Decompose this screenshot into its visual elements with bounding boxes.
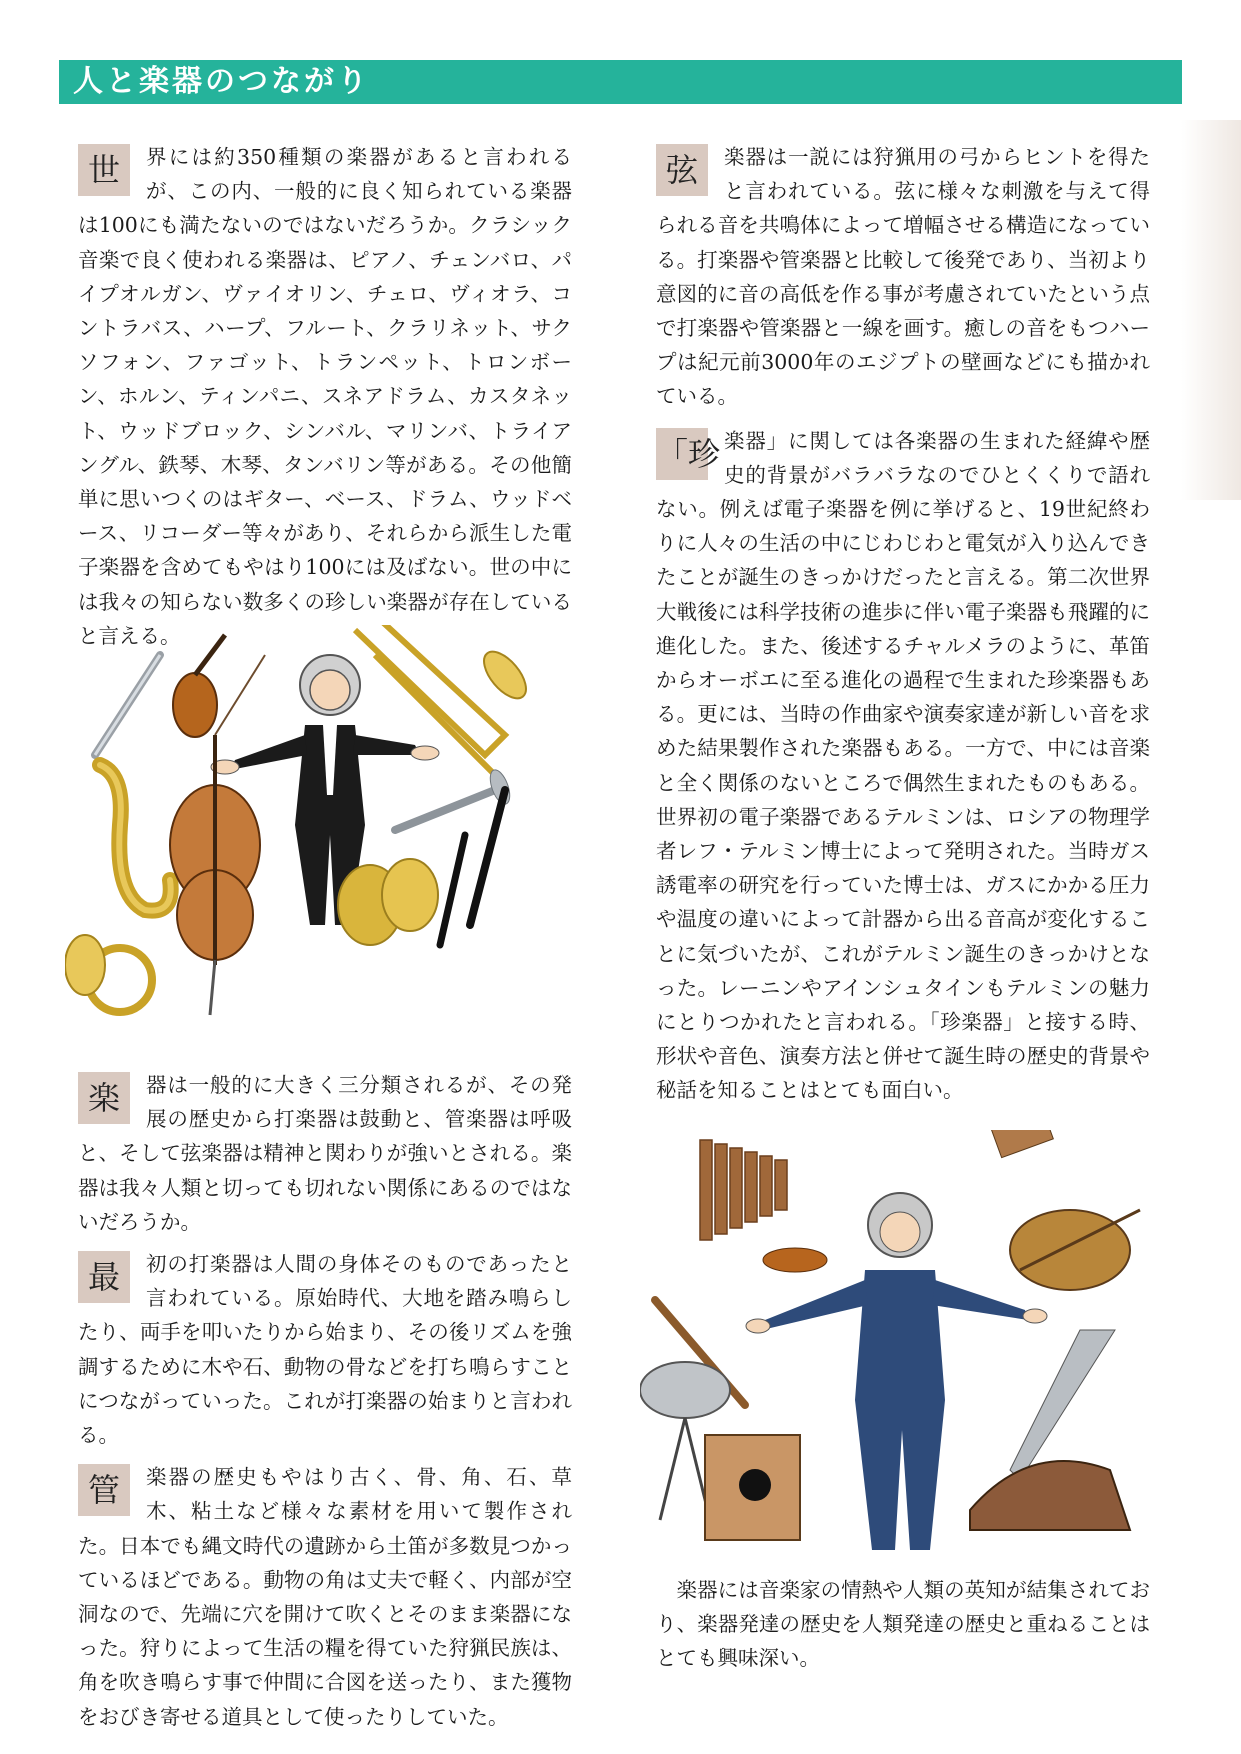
paragraph-text: 楽器は一説には狩猟用の弓からヒントを得たと言われている。弦に様々な刺激を与えて得られる音を共鳴体によって増幅させる構造になっている。打楽器や管楽器と比較して後発であり、当初より意図的に音の高低を作る事が考慮されていたという点で打楽器や管楽器と一線を画す。癒しの音をもつハープは紀元前3000年のエジプトの壁画などにも描かれている。	[656, 145, 1150, 409]
violin-icon	[173, 635, 265, 737]
title-banner	[59, 60, 1182, 104]
orchestra-instruments-illustration	[65, 625, 565, 1045]
dropcap: 楽	[78, 1072, 130, 1124]
cymbals-icon	[338, 859, 438, 945]
paragraph-text: 界には約350種類の楽器があると言われるが、この内、一般的に良く知られている楽器は100にも満たないのではないだろうか。クラシック音楽で良く使われる楽器は、ピアノ、チェンバロ、パイプオルガン、ヴァイオリン、チェロ、ヴィオラ、コントラバス、ハープ、フルート、クラリネット、サクソフォン、ファゴット、トランペット、トロンボーン、ホルン、ティンパニ、スネアドラム、カスタネット、ウッドブロック、シンバル、マリンバ、トライアングル、鉄琴、木琴、タンバリン等がある。その他簡単に思いつくのはギター、ベース、ドラム、ウッドベース、リコーダー等々があり、それらから派生した電子楽器を含めてもやはり100には及ばない。世の中には我々の知らない数多くの珍しい楽器が存在していると言える。	[78, 145, 572, 648]
paragraph-rare-instruments	[656, 424, 1150, 1108]
cajon-icon	[705, 1435, 800, 1540]
oboe-icon	[470, 790, 505, 925]
hurdy-gurdy-icon	[1010, 1210, 1140, 1290]
ratchet-icon	[991, 1130, 1053, 1158]
paragraph-text: 楽器」に関しては各楽器の生まれた経緯や歴史的背景がバラバラなのでひとくくりで語れない。例えば電子楽器を例に挙げると、19世紀終わりに人々の生活の中にじわじわと電気が入り込んできたことが誕生のきっかけだったと言える。第二次世界大戦後には科学技術の進歩に伴い電子楽器も飛躍的に進化した。また、後述するチャルメラのように、革笛からオーボエに至る進化の過程で生まれた珍楽器もある。更には、当時の作曲家や演奏家達が新しい音を求めた結果製作された楽器もある。一方で、中には音楽と全く関係のないところで偶然生まれたものもある。世界初の電子楽器であるテルミンは、ロシアの物理学者レフ・テルミン博士によって発明された。当時ガス誘電率の研究を行っていた博士は、ガスにかかる圧力や温度の違いによって計器から出る音高が変化することに気づいたが、これがテルミン誕生のきっかけとなった。レーニンやアインシュタインもテルミンの魅力にとりつかれたと言われる。「珍楽器」と接する時、形状や音色、演奏方法と併せて誕生時の歴史的背景や秘話を知ることはとても面白い。	[656, 428, 1150, 1103]
left-column-top	[78, 140, 572, 653]
page-edge-shadow	[1181, 120, 1241, 500]
zither-icon	[970, 1461, 1130, 1530]
clarinet-icon	[440, 835, 465, 945]
paragraph-percussion	[78, 1247, 572, 1452]
ocarina-icon	[763, 1248, 827, 1272]
left-column-bottom	[78, 1068, 572, 1734]
paragraph-text: 器は一般的に大きく三分類されるが、その発展の歴史から打楽器は鼓動と、管楽器は呼吸と、そして弦楽器は精神と関わりが強いとされる。楽器は我々人類と切っても切れない関係にあるのではないだろうか。	[78, 1073, 572, 1234]
pan-flute-icon	[700, 1140, 787, 1240]
paragraph-wind	[78, 1460, 572, 1734]
flute-icon	[95, 655, 160, 755]
dropcap: 最	[78, 1251, 130, 1303]
paragraph-instruments	[78, 1068, 572, 1239]
paragraph-text: 楽器の歴史もやはり古く、骨、角、石、草木、粘土など様々な素材を用いて製作された。日本でも縄文時代の遺跡から土笛が多数見つかっているほどである。動物の角は丈夫で軽く、内部が空洞なので、先端に穴を開けて吹くとそのまま楽器になった。狩りによって生活の糧を得ていた狩猟民族は、角を吹き鳴らす事で仲間に合図を送ったり、また獲物をおびき寄せる道具として使ったりしていた。	[78, 1465, 572, 1729]
right-column	[656, 140, 1150, 1108]
dropcap: 管	[78, 1464, 130, 1516]
page-title: 人と楽器のつながり	[73, 64, 370, 99]
rare-instruments-illustration	[640, 1130, 1160, 1560]
cello-icon	[170, 735, 260, 1015]
closing-caption: 楽器には音楽家の情熱や人類の英知が結集されており、楽器発達の歴史を人類発達の歴史と重ねることはとても興味深い。	[656, 1578, 1150, 1671]
french-horn-icon	[65, 935, 152, 1012]
dropcap: 「珍	[656, 428, 708, 480]
dropcap: 弦	[656, 144, 708, 196]
saxophone-icon	[100, 765, 171, 911]
paragraph-strings	[656, 140, 1150, 414]
dropcap: 世	[78, 144, 130, 196]
musical-saw-icon	[1010, 1330, 1115, 1480]
paragraph-text: 初の打楽器は人間の身体そのものであったと言われている。原始時代、大地を踏み鳴らしたり、両手を叩いたりから始まり、その後リズムを強調するために木や石、動物の骨などを打ち鳴らすことにつながっていった。これが打楽器の始まりと言われる。	[78, 1252, 572, 1448]
paragraph-world	[78, 140, 572, 653]
